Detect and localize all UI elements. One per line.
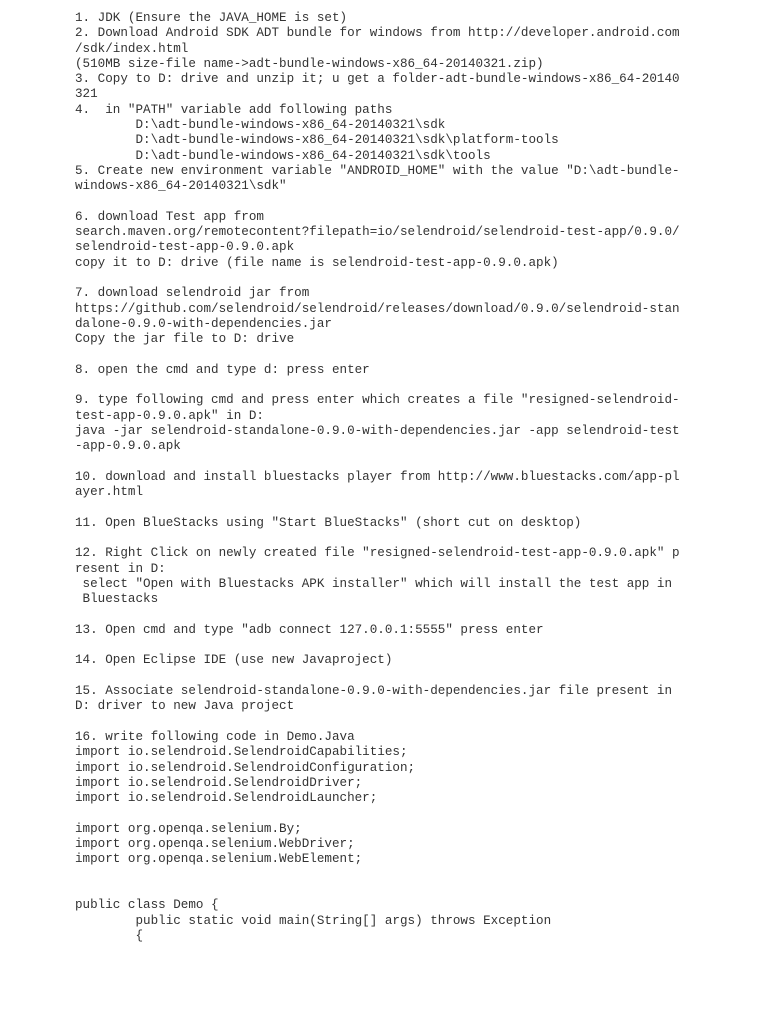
- text-line: copy it to D: drive (file name is selendroid-test-app-0.9.0.apk): [75, 255, 559, 270]
- text-line: [75, 501, 755, 516]
- text-line: import org.openqa.selenium.WebDriver;: [75, 837, 355, 852]
- text-line: [75, 608, 755, 623]
- text-line: 3. Copy to D: drive and unzip it; u get a folder-adt-bundle-windows-x86_64-20140: [75, 72, 680, 87]
- text-line: [75, 531, 755, 546]
- text-line: java -jar selendroid-standalone-0.9.0-with-dependencies.jar -app selendroid-test: [75, 424, 680, 439]
- text-line: 8. open the cmd and type d: press enter: [75, 362, 370, 377]
- text-line: [75, 455, 755, 470]
- text-line: import org.openqa.selenium.By;: [75, 821, 302, 836]
- text-line: (510MB size-file name->adt-bundle-windows-x86_64-20140321.zip): [75, 56, 544, 71]
- text-line: D:\adt-bundle-windows-x86_64-20140321\sdk\platform-tools: [75, 133, 559, 148]
- text-line: 9. type following cmd and press enter which creates a file "resigned-selendroid-: [75, 393, 680, 408]
- text-line: 6. download Test app from: [75, 209, 264, 224]
- text-line: 16. write following code in Demo.Java: [75, 729, 355, 744]
- text-line: [75, 868, 755, 883]
- text-line: 11. Open BlueStacks using "Start BlueStacks" (short cut on desktop): [75, 515, 582, 530]
- text-line: 12. Right Click on newly created file "resigned-selendroid-test-app-0.9.0.apk" p: [75, 546, 680, 561]
- text-line: select "Open with Bluestacks APK installer" which will install the test app in: [75, 576, 673, 591]
- text-line: search.maven.org/remotecontent?filepath=io/selendroid/selendroid-test-app/0.9.0/: [75, 225, 680, 240]
- text-line: dalone-0.9.0-with-dependencies.jar: [75, 316, 332, 331]
- text-line: public static void main(String[] args) throws Exception: [75, 913, 552, 928]
- text-line: 1. JDK (Ensure the JAVA_HOME is set): [75, 11, 348, 25]
- text-line: [75, 715, 755, 730]
- text-line: import org.openqa.selenium.WebElement;: [75, 852, 363, 867]
- text-line: [75, 348, 755, 363]
- text-line: 4. in "PATH" variable add following paths: [75, 102, 393, 117]
- text-line: [75, 195, 755, 210]
- text-line: selendroid-test-app-0.9.0.apk: [75, 240, 295, 255]
- text-line: ayer.html: [75, 485, 144, 500]
- text-line: import io.selendroid.SelendroidLauncher;: [75, 791, 378, 806]
- text-line: 321: [75, 87, 98, 102]
- text-line: https://github.com/selendroid/selendroid/releases/download/0.9.0/selendroid-stan: [75, 301, 680, 316]
- text-line: 5. Create new environment variable "ANDROID_HOME" with the value "D:\adt-bundle-: [75, 163, 680, 178]
- text-line: import io.selendroid.SelendroidCapabilities;: [75, 745, 408, 760]
- text-line: {: [75, 928, 144, 943]
- text-line: 7. download selendroid jar from: [75, 286, 310, 301]
- text-line: Copy the jar file to D: drive: [75, 332, 295, 347]
- document-text: [75, 11, 755, 944]
- text-line: 2. Download Android SDK ADT bundle for windows from http://developer.android.com: [75, 26, 680, 41]
- text-line: [75, 271, 755, 286]
- text-line: D:\adt-bundle-windows-x86_64-20140321\sdk: [75, 118, 446, 133]
- text-line: 14. Open Eclipse IDE (use new Javaproject): [75, 653, 393, 668]
- text-line: windows-x86_64-20140321\sdk": [75, 179, 287, 194]
- text-line: import io.selendroid.SelendroidConfiguration;: [75, 760, 416, 775]
- text-line: 13. Open cmd and type "adb connect 127.0.0.1:5555" press enter: [75, 622, 544, 637]
- text-line: /sdk/index.html: [75, 41, 189, 56]
- text-line: Bluestacks: [75, 592, 159, 607]
- text-line: 15. Associate selendroid-standalone-0.9.0-with-dependencies.jar file present in: [75, 684, 673, 699]
- text-line: [75, 669, 755, 684]
- text-line: import io.selendroid.SelendroidDriver;: [75, 775, 363, 790]
- text-line: [75, 638, 755, 653]
- text-line: test-app-0.9.0.apk" in D:: [75, 408, 264, 423]
- text-line: -app-0.9.0.apk: [75, 439, 181, 454]
- text-line: [75, 378, 755, 393]
- text-line: resent in D:: [75, 561, 166, 576]
- text-line: D: driver to new Java project: [75, 699, 295, 714]
- text-line: public class Demo {: [75, 898, 219, 913]
- text-line: 10. download and install bluestacks player from http://www.bluestacks.com/app-pl: [75, 469, 680, 484]
- text-line: [75, 883, 755, 898]
- text-line: D:\adt-bundle-windows-x86_64-20140321\sdk\tools: [75, 148, 491, 163]
- text-line: [75, 806, 755, 821]
